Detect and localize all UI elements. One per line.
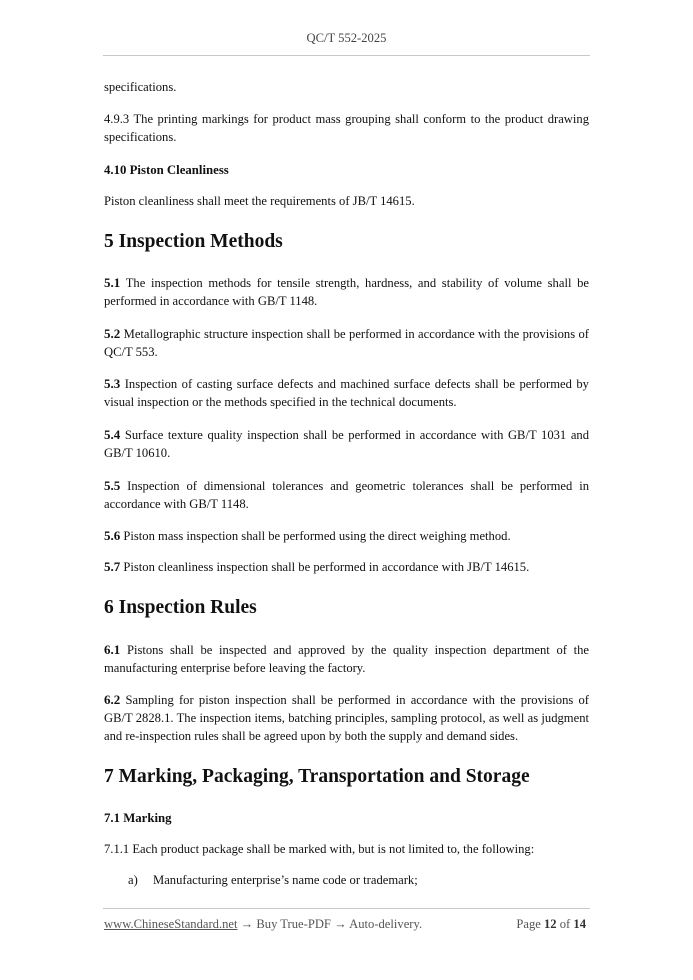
heading-7-1: 7.1 Marking bbox=[104, 811, 172, 825]
heading-6: 6 Inspection Rules bbox=[104, 597, 257, 618]
clause-6-1: 6.1 Pistons shall be inspected and approved by the quality inspection department of the manufacturing enterprise before leaving the factory. bbox=[104, 642, 589, 675]
clause-5-2: 5.2 Metallographic structure inspection shall be performed in accordance with the provisions of QC/T 553. bbox=[104, 326, 589, 359]
clause-7-1-1: 7.1.1 Each product package shall be marked with, but is not limited to, the following: bbox=[104, 842, 535, 856]
footer-divider bbox=[103, 908, 590, 909]
page-footer: www.ChineseStandard.net → Buy True-PDF → Auto-delivery. Page 12 of 14 bbox=[104, 917, 586, 931]
paragraph-4-9-3: 4.9.3 The printing markings for product mass grouping shall conform to the product drawing specifications. bbox=[104, 112, 589, 144]
clause-5-5: 5.5 Inspection of dimensional tolerances and geometric tolerances shall be performed in accordance with GB/T 1148. bbox=[104, 478, 589, 511]
clause-5-3: 5.3 Inspection of casting surface defects and machined surface defects shall be performed by visual inspection or the methods specified in the technical documents. bbox=[104, 376, 589, 409]
clause-5-6: 5.6 Piston mass inspection shall be performed using the direct weighing method. bbox=[104, 528, 511, 543]
clause-5-1: 5.1 The inspection methods for tensile strength, hardness, and stability of volume shall be performed in accordance with GB/T 1148. bbox=[104, 275, 590, 308]
heading-4-10: 4.10 Piston Cleanliness bbox=[104, 163, 229, 177]
header-divider bbox=[103, 55, 590, 56]
clause-5-7: 5.7 Piston cleanliness inspection shall be performed in accordance with JB/T 14615. bbox=[104, 559, 530, 574]
heading-7: 7 Marking, Packaging, Transportation and Storage bbox=[104, 766, 530, 787]
page-number: Page 12 of 14 bbox=[516, 917, 586, 931]
website-link[interactable]: www.ChineseStandard.net bbox=[104, 917, 238, 931]
clause-6-2: 6.2 Sampling for piston inspection shall be performed in accordance with the provisions of GB/T 2828.1. The inspection items, batching principles, sampling protocol, as well as judgment and re-inspection rules shall be agreed upon by both the supply and demand sides. bbox=[104, 692, 589, 743]
clause-5-4: 5.4 Surface texture quality inspection shall be performed in accordance with GB/T 1031 and GB/T 10610. bbox=[104, 427, 589, 460]
page-header: QC/T 552-2025 bbox=[306, 31, 387, 45]
paragraph-4-10: Piston cleanliness shall meet the requirements of JB/T 14615. bbox=[104, 194, 415, 208]
heading-5: 5 Inspection Methods bbox=[104, 231, 283, 252]
paragraph: specifications. bbox=[104, 80, 177, 94]
list-item: a) Manufacturing enterprise’s name code or trademark; bbox=[128, 873, 418, 887]
